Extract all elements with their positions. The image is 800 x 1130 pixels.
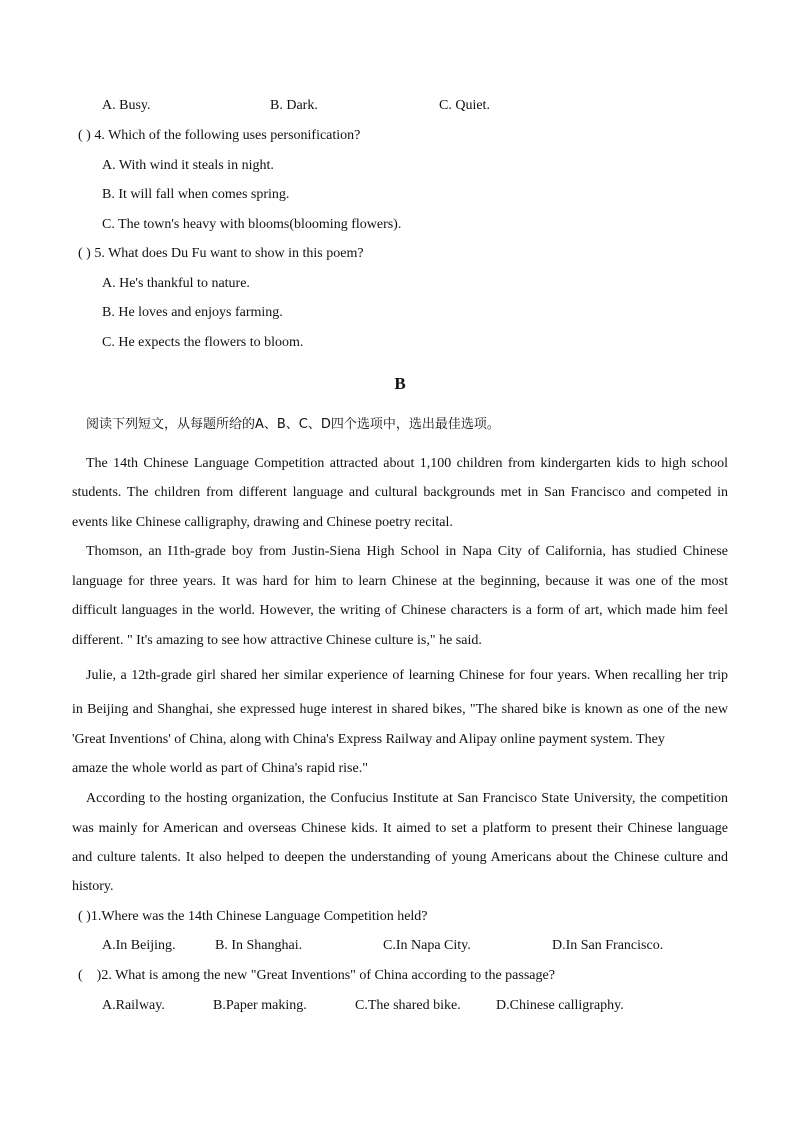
- passage-p4-line3: and culture talents. It also helped to deepen the understanding of young Americans about the Chinese culture and: [72, 850, 728, 865]
- section-heading: B: [394, 374, 406, 393]
- q5-option-c: C. He expects the flowers to bloom.: [102, 335, 304, 350]
- passage-p2-line3: difficult languages in the world. However, the writing of Chinese characters is a form of art, which made him feel: [72, 603, 728, 618]
- b-q2-option-a: A.Railway.: [102, 998, 165, 1013]
- passage-p3-line2: in Beijing and Shanghai, she expressed huge interest in shared bikes, "The shared bike is known as one of the new: [72, 702, 728, 717]
- q4-option-b: B. It will fall when comes spring.: [102, 187, 290, 202]
- q3-option-b: B. Dark.: [270, 98, 318, 113]
- passage-p2-line1: Thomson, an I1th-grade boy from Justin-Siena High School in Napa City of California, has studied Chinese: [86, 544, 728, 559]
- b-q2-stem: ( )2. What is among the new "Great Inventions" of China according to the passage?: [78, 968, 555, 983]
- passage-p4-line4: history.: [72, 879, 114, 894]
- q3-option-c: C. Quiet.: [439, 98, 490, 113]
- b-q2-option-b: B.Paper making.: [213, 998, 307, 1013]
- passage-p3-line3: 'Great Inventions' of China, along with China's Express Railway and Alipay online payment system. They: [72, 732, 665, 747]
- passage-p2-line4: different. " It's amazing to see how attractive Chinese culture is," he said.: [72, 633, 482, 648]
- passage-p4-line2: was mainly for American and overseas Chinese kids. It aimed to set a platform to present their Chinese language: [72, 821, 728, 836]
- q3-option-a: A. Busy.: [102, 98, 151, 113]
- q5-option-b: B. He loves and enjoys farming.: [102, 305, 283, 320]
- q4-option-a: A. With wind it steals in night.: [102, 158, 274, 173]
- b-q1-option-d: D.In San Francisco.: [552, 938, 664, 953]
- passage-p1-line2: students. The children from different language and cultural backgrounds met in San Francisco and competed in: [72, 485, 728, 500]
- b-q1-option-c: C.In Napa City.: [383, 938, 471, 953]
- b-q1-option-b: B. In Shanghai.: [215, 938, 303, 953]
- passage-p2-line2: language for three years. It was hard for him to learn Chinese at the beginning, because it was one of the most: [72, 574, 728, 589]
- q5-option-a: A. He's thankful to nature.: [102, 276, 250, 291]
- passage-p3-line4: amaze the whole world as part of China's rapid rise.": [72, 761, 368, 776]
- b-q1-option-a: A.In Beijing.: [102, 938, 176, 953]
- section-instruction: 阅读下列短文，从每题所给的A、B、C、D四个选项中，选出最佳选项。: [86, 417, 500, 432]
- b-q2-option-d: D.Chinese calligraphy.: [496, 998, 624, 1013]
- b-q2-option-c: C.The shared bike.: [355, 998, 461, 1013]
- q4-stem: ( ) 4. Which of the following uses personification?: [78, 128, 361, 143]
- passage-p4-line1: According to the hosting organization, the Confucius Institute at San Francisco State University, the competition: [86, 791, 728, 806]
- q4-option-c: C. The town's heavy with blooms(blooming flowers).: [102, 217, 402, 232]
- passage-p1-line3: events like Chinese calligraphy, drawing and Chinese poetry recital.: [72, 515, 453, 530]
- q5-stem: ( ) 5. What does Du Fu want to show in this poem?: [78, 246, 364, 261]
- passage-p3-line1: Julie, a 12th-grade girl shared her similar experience of learning Chinese for four years. When recalling her trip: [86, 668, 728, 683]
- passage-p1-line1: The 14th Chinese Language Competition attracted about 1,100 children from kindergarten kids to high school: [86, 456, 728, 471]
- b-q1-stem: ( )1.Where was the 14th Chinese Language Competition held?: [78, 909, 428, 924]
